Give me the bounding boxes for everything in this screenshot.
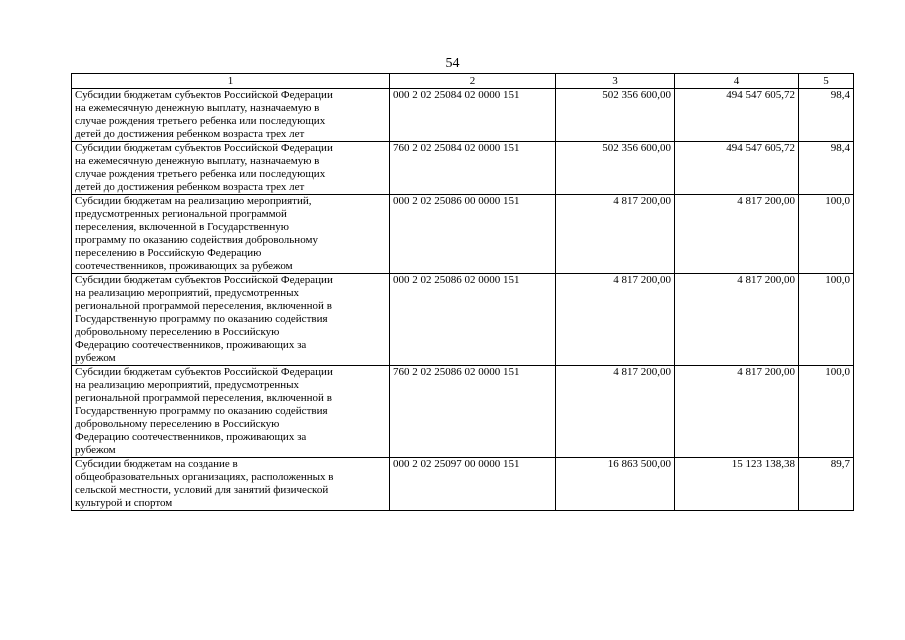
row-name-line: региональной программой переселения, включенной в — [75, 300, 332, 312]
row-col4: 494 547 605,72 — [675, 89, 799, 142]
row-name-line: соотечественников, проживающих за рубежом — [75, 260, 293, 272]
row-col5: 98,4 — [799, 89, 854, 142]
row-col5: 100,0 — [799, 274, 854, 366]
row-name-line: на реализацию мероприятий, предусмотренных — [75, 379, 300, 391]
table-row — [72, 89, 854, 142]
row-code: 760 2 02 25084 02 0000 151 — [390, 142, 556, 195]
row-name-line: детей до достижения ребенком возраста трех лет — [75, 181, 305, 193]
row-col3: 4 817 200,00 — [556, 274, 675, 366]
row-name-line: культурой и спортом — [75, 497, 173, 509]
table-row — [72, 142, 854, 195]
row-name-line: программу по оказанию содействия добровольному — [75, 234, 318, 246]
row-name-line: рубежом — [75, 352, 116, 364]
table-header — [72, 74, 854, 89]
row-col5: 100,0 — [799, 195, 854, 274]
header-col-1: 1 — [72, 74, 390, 89]
row-code: 000 2 02 25097 00 0000 151 — [390, 458, 556, 511]
row-col4: 4 817 200,00 — [675, 366, 799, 458]
table-row — [72, 274, 854, 366]
row-code: 000 2 02 25086 02 0000 151 — [390, 274, 556, 366]
row-name-line: переселению в Российскую Федерацию — [75, 247, 262, 259]
row-code: 000 2 02 25084 02 0000 151 — [390, 89, 556, 142]
header-col-5: 5 — [799, 74, 854, 89]
row-name-line: Субсидии бюджетам субъектов Российской Федерации — [75, 89, 333, 101]
table-row — [72, 195, 854, 274]
header-col-3: 3 — [556, 74, 675, 89]
row-col4: 494 547 605,72 — [675, 142, 799, 195]
row-col3: 4 817 200,00 — [556, 366, 675, 458]
row-name — [72, 89, 390, 142]
row-col5: 89,7 — [799, 458, 854, 511]
row-col4: 4 817 200,00 — [675, 274, 799, 366]
row-name-line: предусмотренных региональной программой — [75, 208, 287, 220]
table-row — [72, 366, 854, 458]
row-name — [72, 458, 390, 511]
row-code: 000 2 02 25086 00 0000 151 — [390, 195, 556, 274]
row-name-line: общеобразовательных организациях, расположенных в — [75, 471, 334, 483]
row-col4: 15 123 138,38 — [675, 458, 799, 511]
row-col3: 16 863 500,00 — [556, 458, 675, 511]
row-name-line: региональной программой переселения, включенной в — [75, 392, 332, 404]
row-name-line: на ежемесячную денежную выплату, назначаемую в — [75, 155, 320, 167]
row-col5: 100,0 — [799, 366, 854, 458]
row-name-line: Субсидии бюджетам субъектов Российской Федерации — [75, 366, 333, 378]
page-number: 54 — [445, 56, 460, 71]
row-name — [72, 366, 390, 458]
row-name-line: Субсидии бюджетам субъектов Российской Федерации — [75, 274, 333, 286]
row-name-line: на реализацию мероприятий, предусмотренных — [75, 287, 300, 299]
row-name-line: сельской местности, условий для занятий физической — [75, 484, 329, 496]
header-col-2: 2 — [390, 74, 556, 89]
row-col3: 502 356 600,00 — [556, 89, 675, 142]
row-col3: 4 817 200,00 — [556, 195, 675, 274]
row-name-line: Государственную программу по оказанию содействия — [75, 405, 328, 417]
row-code: 760 2 02 25086 02 0000 151 — [390, 366, 556, 458]
row-name-line: добровольному переселению в Российскую — [75, 326, 280, 338]
row-name-line: Федерацию соотечественников, проживающих за — [75, 431, 307, 443]
row-name-line: Федерацию соотечественников, проживающих за — [75, 339, 307, 351]
row-name-line: случае рождения третьего ребенка или последующих — [75, 115, 326, 127]
row-col4: 4 817 200,00 — [675, 195, 799, 274]
budget-table — [71, 73, 854, 511]
row-name-line: детей до достижения ребенком возраста трех лет — [75, 128, 305, 140]
row-name-line: рубежом — [75, 444, 116, 456]
header-row — [72, 74, 854, 89]
row-name-line: переселения, включенной в Государственную — [75, 221, 290, 233]
table-row — [72, 458, 854, 511]
row-name-line: Субсидии бюджетам субъектов Российской Федерации — [75, 142, 333, 154]
header-col-4: 4 — [675, 74, 799, 89]
row-name-line: добровольному переселению в Российскую — [75, 418, 280, 430]
row-name-line: случае рождения третьего ребенка или последующих — [75, 168, 326, 180]
row-name — [72, 142, 390, 195]
row-name — [72, 274, 390, 366]
row-col5: 98,4 — [799, 142, 854, 195]
row-name-line: Государственную программу по оказанию содействия — [75, 313, 328, 325]
row-col3: 502 356 600,00 — [556, 142, 675, 195]
row-name-line: на ежемесячную денежную выплату, назначаемую в — [75, 102, 320, 114]
row-name — [72, 195, 390, 274]
row-name-line: Субсидии бюджетам на создание в — [75, 458, 238, 470]
row-name-line: Субсидии бюджетам на реализацию мероприятий, — [75, 195, 312, 207]
